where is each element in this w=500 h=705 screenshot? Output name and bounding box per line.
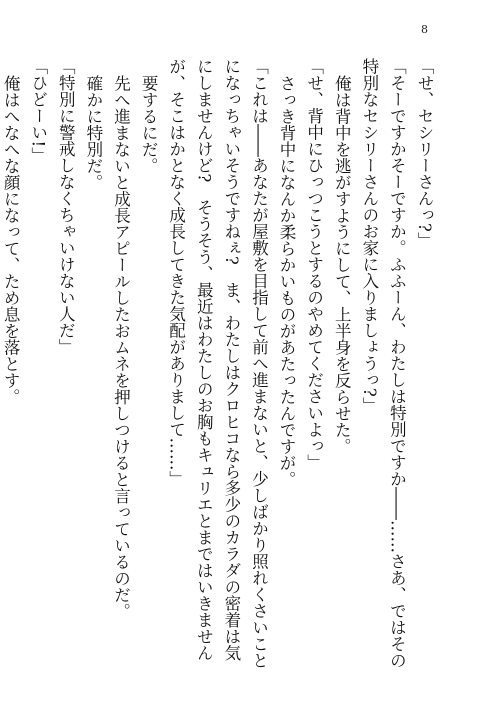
- page-number: 8: [421, 23, 428, 36]
- vertical-text-body: [0, 58, 438, 673]
- text-line: 先へ進まないと成長アピールしたおムネを押しつけると言っているのだ。: [111, 74, 131, 619]
- text-line: 要するにだ。: [139, 74, 159, 174]
- text-line: 「ひどーい!」: [28, 58, 48, 164]
- text-line: 「特別に警戒しなくちゃいけない人だ」: [56, 58, 76, 355]
- text-line: 「せ、背中にひっつこうとするのやめてくださいよっ」: [304, 58, 324, 471]
- text-line: 「そーですかそーですか。ふふーん、わたしは特別ですか――……さあ、ではその特別なセシリーさんのお家に入りましょうっ?」: [359, 58, 407, 669]
- text-line: 俺はへなへな顔になって、ため息を落とす。: [1, 74, 21, 405]
- text-line: 「せ、セシリーさんっ?」: [415, 58, 434, 249]
- text-line: さっき背中になんか柔らかいものがあたったんですが。: [277, 74, 297, 487]
- text-line: 俺は背中を逃がすようにして、上半身を反らせた。: [332, 74, 352, 454]
- text-line: 確かに特別だ。: [83, 74, 103, 190]
- text-line: 「これは――あなたが屋敷を目指して前へ進まないと、少しばかり照れくさいことになっちゃいそうですねぇ? ま、わたしはクロヒコなら多少のカラダの密着は気にしませんけど? そうそう、最近はわたしのお胸もキュリエとまではいきませんが、そこはかとなく成長してきた気配がありまして……」: [166, 58, 269, 669]
